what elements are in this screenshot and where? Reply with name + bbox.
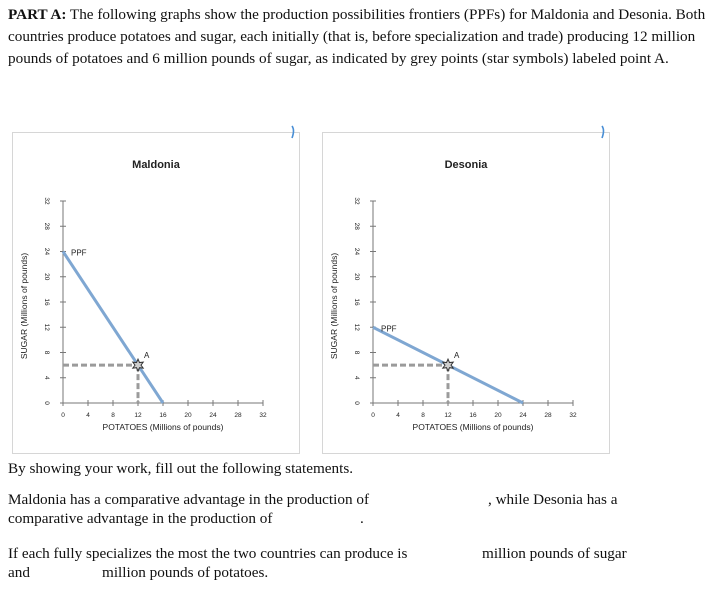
x-tick-label: 12: [444, 412, 452, 419]
point-a-label: A: [454, 351, 460, 361]
y-tick-label: 12: [43, 323, 50, 331]
maldonia-chart: [13, 133, 299, 453]
y-tick-label: 32: [353, 197, 360, 205]
statement-text: Maldonia has a comparative advantage in the production of: [8, 491, 369, 508]
x-tick-label: 0: [61, 412, 65, 419]
y-tick-label: 16: [43, 298, 50, 306]
desonia-chart: [323, 133, 609, 453]
x-axis-label: POTATOES (Millions of pounds): [102, 422, 224, 432]
x-tick-label: 20: [494, 412, 502, 419]
y-tick-label: 20: [43, 273, 50, 281]
point-a-star-marker: [443, 359, 453, 371]
y-tick-label: 24: [43, 247, 50, 256]
x-tick-label: 0: [371, 412, 375, 419]
x-tick-label: 4: [396, 412, 400, 419]
x-tick-label: 32: [259, 412, 267, 419]
intro-paragraph: [8, 4, 708, 70]
x-tick-label: 16: [159, 412, 167, 419]
y-tick-label: 4: [353, 375, 360, 380]
statement-text: , while Desonia has a: [488, 491, 618, 508]
intro-text: The following graphs show the production possibilities frontiers (PPFs) for Maldonia and Desonia. Both countries produce potatoes and sugar, each initially (that is, before specialization and trade) producing 12 million pounds of potatoes and 6 million pounds of sugar, as indicated by grey points (star symbols) labeled point A.: [8, 6, 706, 67]
y-tick-label: 4: [43, 375, 50, 380]
desonia-chart-panel: [322, 132, 610, 454]
y-tick-label: 16: [353, 298, 360, 306]
y-tick-label: 8: [43, 350, 50, 355]
ppf-line: [63, 252, 163, 404]
x-tick-label: 28: [234, 412, 242, 419]
instructions-text: By showing your work, fill out the following statements.: [8, 460, 354, 477]
maldonia-chart-panel: [12, 132, 300, 454]
x-tick-label: 20: [184, 412, 192, 419]
statement-text: million pounds of potatoes.: [102, 564, 269, 581]
y-tick-label: 28: [43, 222, 50, 230]
ppf-label: PPF: [71, 248, 87, 258]
x-tick-label: 4: [86, 412, 90, 419]
x-tick-label: 8: [111, 412, 115, 419]
y-tick-label: 28: [353, 222, 360, 230]
x-tick-label: 32: [569, 412, 577, 419]
statement-text: .: [360, 510, 364, 527]
x-tick-label: 12: [134, 412, 142, 419]
y-tick-label: 20: [353, 273, 360, 281]
chart-title: Maldonia: [132, 159, 180, 171]
x-tick-label: 8: [421, 412, 425, 419]
statement-text: million pounds of sugar: [482, 545, 627, 562]
y-tick-label: 0: [353, 401, 360, 405]
y-tick-label: 32: [43, 197, 50, 205]
point-a-label: A: [144, 351, 150, 361]
statement-text: If each fully specializes the most the two countries can produce is: [8, 545, 408, 562]
x-tick-label: 16: [469, 412, 477, 419]
y-tick-label: 12: [353, 323, 360, 331]
ppf-label: PPF: [381, 324, 397, 334]
chart-title: Desonia: [444, 159, 488, 171]
y-tick-label: 0: [43, 401, 50, 405]
x-tick-label: 24: [209, 412, 217, 419]
x-tick-label: 24: [519, 412, 527, 419]
x-axis-label: POTATOES (Millions of pounds): [412, 422, 534, 432]
y-tick-label: 24: [353, 247, 360, 256]
y-axis-label: SUGAR (Millions of pounds): [329, 252, 339, 360]
x-tick-label: 28: [544, 412, 552, 419]
y-axis-label: SUGAR (Millions of pounds): [19, 252, 29, 360]
part-label: PART A:: [8, 6, 67, 23]
statement-text: comparative advantage in the production of: [8, 510, 273, 527]
statement-text: and: [8, 564, 30, 581]
y-tick-label: 8: [353, 350, 360, 355]
